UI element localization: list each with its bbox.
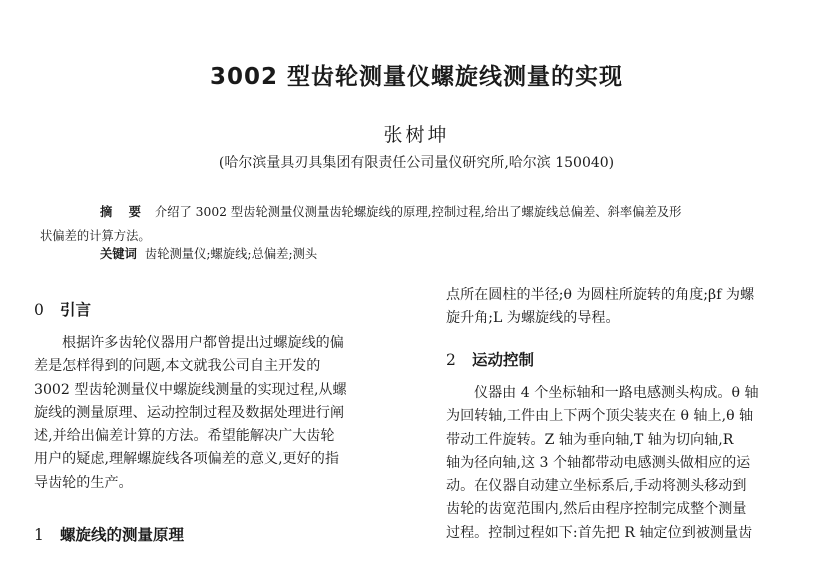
section-title: 运动控制 — [472, 351, 535, 369]
text-line: 齿轮的齿宽范围内,然后由程序控制完成整个测量 — [446, 501, 747, 518]
text-line: 旋升角;L 为螺旋线的导程。 — [446, 310, 620, 327]
abstract-line: 状偏差的计算方法。 — [40, 229, 151, 243]
text-line: 轴为径向轴,这 3 个轴都带动电感测头做相应的运 — [446, 454, 751, 471]
text-line: 旋线的测量原理、运动控制过程及数据处理进行阐 — [34, 404, 345, 421]
section-heading-motion-control — [446, 348, 822, 370]
section-title: 螺旋线的测量原理 — [60, 526, 185, 544]
section-heading-measurement-principle — [34, 523, 410, 545]
text-line: 点所在圆柱的半径;θ 为圆柱所旋转的角度;βf 为螺 — [446, 287, 755, 303]
text-line: 差是怎样得到的问题,本文就我公司自主开发的 — [34, 358, 321, 375]
text-line: 导齿轮的生产。 — [34, 474, 133, 491]
section-number: 1 — [34, 526, 44, 544]
section-heading-introduction — [34, 298, 410, 320]
text-line: 带动工件旋转。Z 轴为垂向轴,T 轴为切向轴,R — [446, 431, 734, 448]
keywords-text: 齿轮测量仪;螺旋线;总偏差;测头 — [144, 247, 318, 261]
keywords-label: 关键词 — [100, 247, 137, 261]
abstract-label: 摘 要 — [100, 205, 147, 219]
text-line: 根据许多齿轮仪器用户都曾提出过螺旋线的偏 — [62, 335, 344, 351]
introduction-paragraph — [34, 332, 410, 495]
continued-paragraph — [446, 284, 822, 331]
section-number: 0 — [34, 301, 44, 319]
text-line: 动。在仪器自动建立坐标系后,手动将测头移动到 — [446, 478, 747, 495]
text-line: 仪器由 4 个坐标轴和一路电感测头构成。θ 轴 — [474, 385, 759, 401]
text-line: 用户的疑虑,理解螺旋线各项偏差的意义,更好的指 — [34, 451, 339, 468]
text-line: 过程。控制过程如下:首先把 R 轴定位到被测量齿 — [446, 524, 753, 541]
text-line: 3002 型齿轮测量仪中螺旋线测量的实现过程,从螺 — [34, 381, 347, 398]
keywords — [100, 244, 317, 264]
section-title: 引言 — [60, 301, 92, 319]
abstract-line: 介绍了 3002 型齿轮测量仪测量齿轮螺旋线的原理,控制过程,给出了螺旋线总偏差、斜率偏差及形 — [154, 205, 682, 219]
text-line: 述,并给出偏差计算的方法。希望能解决广大齿轮 — [34, 428, 335, 445]
author-name: 张树坤 — [383, 124, 450, 146]
motion-control-paragraph — [446, 382, 822, 545]
section-number: 2 — [446, 351, 456, 369]
abstract — [40, 200, 792, 248]
paper-title: 3002 型齿轮测量仪螺旋线测量的实现 — [209, 64, 624, 90]
text-line: 为回转轴,工件由上下两个顶尖装夹在 θ 轴上,θ 轴 — [446, 408, 754, 425]
author-affiliation: (哈尔滨量具刃具集团有限责任公司量仪研究所,哈尔滨 150040) — [218, 155, 615, 171]
